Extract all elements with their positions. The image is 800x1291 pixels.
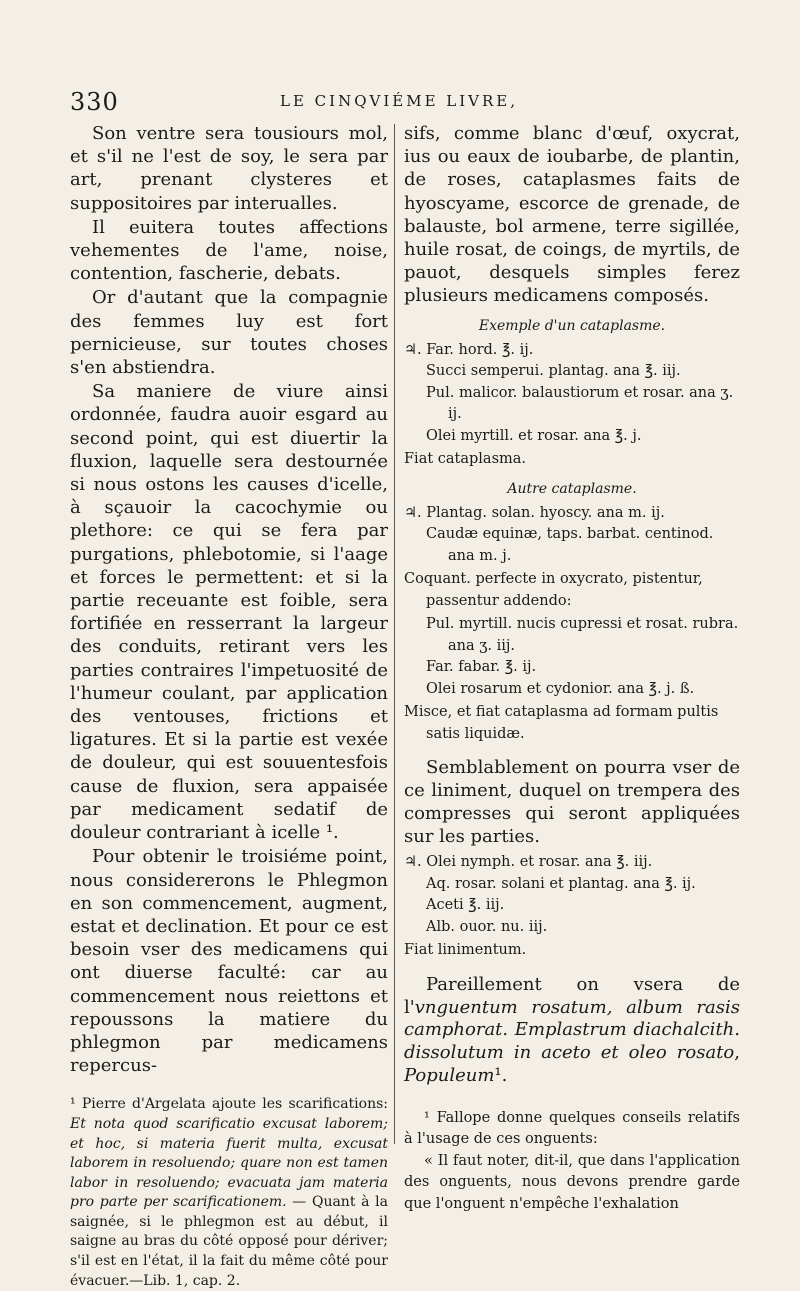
recipe-closing: Misce, et fiat cataplasma ad formam pultis satis liquidæ. [404,704,719,742]
recipe-title: Autre cataplasme. [507,480,637,497]
recipe-line: Aceti ℥. iij. [426,897,505,914]
italic-run: vnguentum rosatum, album rasis camphorat. Emplastrum diachalcith. dissolutum in aceto et oleo rosato [404,996,740,1064]
recipe-line: Olei rosarum et cydonior. ana ℥. j. ß. [426,680,695,697]
recipe-line: ♃. Far. hord. ℥. ij. [404,341,534,358]
footnote [70,1095,388,1291]
paragraph: Pour obtenir le troisiéme point, nous considererons le Phlegmon en son commencement, augment, estat et declination. Et pour ce est besoin vser des medicamens qui ont diuerse faculté: car au commencement nous reiettons et repoussons la matiere du phlegmon par medicamens repercus- [70,846,388,1077]
recipe-line: Olei myrtill. et rosar. ana ℥. j. [426,427,642,444]
running-head: LE CINQVIÉME LIVRE, [280,92,519,110]
paragraph: Son ventre sera tousiours mol, et s'il ne l'est de soy, le sera par art, prenant clysteres et suppositoires par interualles. [70,123,388,214]
footnote-line: « Il faut noter, dit-il, que dans l'application des onguents, nous devons prendre garde que l'onguent n'empêche l'exhalation [404,1152,740,1212]
text-run: Pareillement on vsera de l' [404,973,740,1018]
recipe-closing: Fiat linimentum. [404,942,527,959]
paragraph [404,974,740,1088]
footnote-latin: Et nota quod scarificatio excusat laborem; et hoc, si materia fuerit multa, excusat laborem in resoluendo; quare non est tamen labor in resoluendo; evacuata jam materia pro parte per scarificationem. [70,1115,388,1211]
paragraph: Semblablement on pourra vser de ce liniment, duquel on trempera des compresses qui seront appliquées sur les parties. [404,757,740,847]
paragraph: Sa maniere de viure ainsi ordonnée, faudra auoir esgard au second point, qui est diuertir la fluxion, laquelle sera destournée si nous ostons les causes d'icelle, à sçauoir la cacochymie ou plethore: ce qui se fera par purgations, phlebotomie, si l'aage et forces le permettent: et si la partie receuante est foible, sera fortifiée en resserrant la largeur des conduits, retirant vers les parties contraires l'impetuosité de l'humeur coulant, par application des ventouses, frictions et ligatures. Et si la partie est vexée de douleur, qui est souuentesfois cause de fluxion, sera appaisée par medicament sedatif de douleur contrariant à icelle ¹. [70,381,388,844]
footnote [404,1108,740,1216]
left-column [70,122,388,1291]
recipe-closing: Fiat cataplasma. [404,451,527,468]
footnote-line: ¹ Fallope donne quelques conseils relatifs à l'usage de ces onguents: [404,1109,740,1148]
footnote-lead: ¹ Pierre d'Argelata ajoute les scarifications: [70,1096,388,1113]
paragraph: Or d'autant que la compagnie des femmes luy est fort pernicieuse, sur toutes choses s'en abstiendra. [70,287,388,379]
recipe-line: ♃. Olei nymph. et rosar. ana ℥. iij. [404,854,653,871]
recipe-title: Exemple d'un cataplasme. [478,317,666,334]
recipe-line: Caudæ equinæ, taps. barbat. centinod. ana m. j. [426,526,714,564]
paragraph: Il euitera toutes affections vehementes de l'ame, noise, contention, fascherie, debats. [70,216,388,285]
page-header [70,88,790,114]
footnote-mark: ¹. [494,1065,508,1086]
text-run: , [734,1042,740,1064]
recipe-line: Pul. malicor. balaustiorum et rosar. ana ʒ. ij. [426,384,734,423]
recipe-line: Aq. rosar. solani et plantag. ana ℥. ij. [426,875,696,892]
recipe-line: Far. fabar. ℥. ij. [426,659,537,676]
column-divider [394,124,395,1144]
page-number: 330 [70,88,119,116]
paragraph: sifs, comme blanc d'œuf, oxycrat, ius ou eaux de ioubarbe, de plantin, de roses, cataplasmes faits de hyoscyame, escorce de grenade, de balauste, bol armene, terre sigillée, huile rosat, de coings, de myrtils, de pauot, desquels simples ferez plusieurs medicamens composés. [404,123,740,307]
recipe-line: ♃. Plantag. solan. hyoscy. ana m. ij. [404,504,665,521]
recipe-line: Pul. myrtill. nucis cupressi et rosat. rubra. ana ʒ. iij. [426,616,739,654]
footnote-tail: — Quant à la saignée, si le phlegmon est au début, il saigne au bras du côté opposé pour dériver; s'il est en l'état, il la fait du même côté pour évacuer.—Lib. 1, cap. 2. [70,1194,388,1289]
recipe-line: Alb. ouor. nu. iij. [426,918,548,935]
recipe-instruction: Coquant. perfecte in oxycrato, pistentur, passentur addendo: [404,571,703,609]
recipe-line: Succi semperui. plantag. ana ℥. iij. [426,363,681,380]
right-column [404,122,740,1215]
italic-run: Populeum [404,1065,495,1086]
